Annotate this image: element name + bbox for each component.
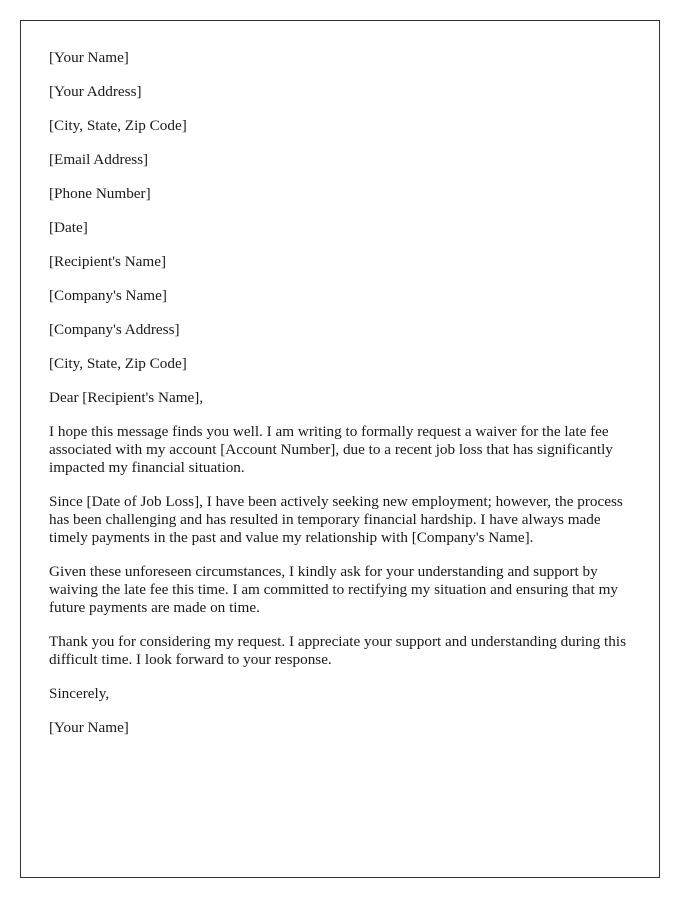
letter-page [20, 20, 660, 878]
body-paragraph: I hope this message finds you well. I am writing to formally request a waiver for the late fee associated with my account [Account Number], due to a recent job loss that has significantly impacted my financial situation. [49, 423, 613, 476]
body-paragraph: Thank you for considering my request. I appreciate your support and understanding during this difficult time. I look forward to your response. [49, 633, 626, 668]
recipient-city-state-zip: [City, State, Zip Code] [49, 355, 187, 372]
sender-address: [Your Address] [49, 83, 142, 100]
body-paragraph: Given these unforeseen circumstances, I kindly ask for your understanding and support by waiving the late fee this time. I am committed to rectifying my situation and ensuring that my future payments are made on time. [49, 563, 618, 616]
sender-city-state-zip: [City, State, Zip Code] [49, 117, 187, 134]
closing: Sincerely, [49, 685, 110, 702]
sender-name: [Your Name] [49, 49, 129, 66]
salutation: Dear [Recipient's Name], [49, 389, 204, 406]
signature: [Your Name] [49, 719, 129, 736]
sender-phone: [Phone Number] [49, 185, 151, 202]
letter-content [49, 49, 633, 753]
body-paragraph: Since [Date of Job Loss], I have been actively seeking new employment; however, the process has been challenging and has resulted in temporary financial hardship. I have always made timely payments in the past and value my relationship with [Company's Name]. [49, 493, 623, 546]
sender-email: [Email Address] [49, 151, 149, 168]
letter-date: [Date] [49, 219, 88, 236]
recipient-company: [Company's Name] [49, 287, 167, 304]
recipient-company-address: [Company's Address] [49, 321, 180, 338]
recipient-name: [Recipient's Name] [49, 253, 167, 270]
